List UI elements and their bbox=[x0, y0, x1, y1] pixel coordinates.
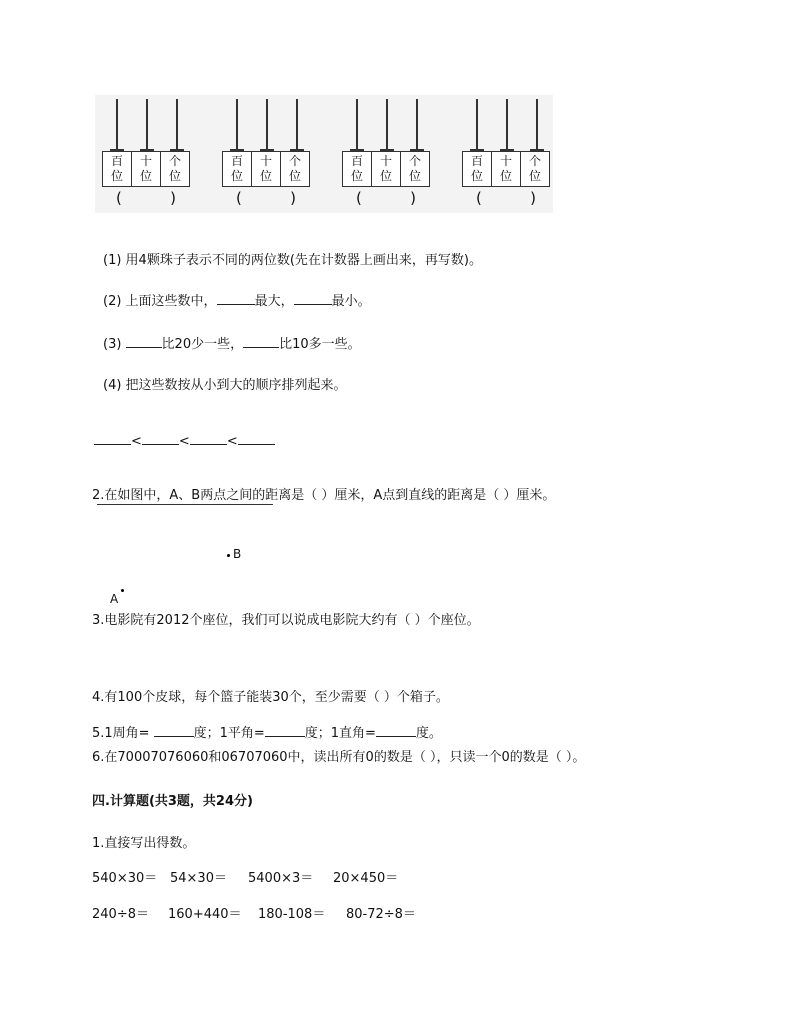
answer-blank[interactable] bbox=[94, 431, 131, 445]
place-tens: 十 位 bbox=[252, 152, 281, 186]
answer-blank[interactable] bbox=[294, 291, 332, 305]
counter-box bbox=[342, 151, 430, 187]
answer-parens: ( ) bbox=[236, 189, 296, 207]
rod-ones bbox=[536, 99, 538, 149]
less-than-sign: < bbox=[178, 434, 190, 449]
calc-row-2 bbox=[92, 903, 416, 922]
place-hundreds: 百 位 bbox=[223, 152, 252, 186]
rod-hundreds bbox=[116, 99, 118, 149]
q5-text bbox=[92, 722, 442, 741]
answer-blank[interactable] bbox=[154, 723, 194, 737]
answer-blank[interactable] bbox=[190, 431, 227, 445]
answer-blank[interactable] bbox=[238, 431, 275, 445]
q5-part3: 度；1直角= bbox=[304, 726, 376, 741]
place-tens: 十 位 bbox=[372, 152, 401, 186]
rod-hundreds bbox=[236, 99, 238, 149]
section-title: 四.计算题(共3题，共24分) bbox=[92, 794, 253, 809]
q1-sub2-end: 最小。 bbox=[331, 294, 371, 309]
calc-item: 5400×3＝ bbox=[248, 871, 314, 886]
q1-sub2-mid: 最大， bbox=[254, 294, 294, 309]
q2-text: 2.在如图中，A、B两点之间的距离是（ ）厘米，A点到直线的距离是（ ）厘米。 bbox=[92, 488, 556, 503]
calc-item: 180-108＝ bbox=[258, 907, 326, 922]
q3-text: 3.电影院有2012个座位，我们可以说成电影院大约有（ ）个座位。 bbox=[92, 613, 480, 628]
abacus-1 bbox=[98, 95, 188, 213]
answer-blank[interactable] bbox=[243, 334, 279, 348]
point-a-dot bbox=[121, 589, 124, 592]
place-tens: 十 位 bbox=[492, 152, 521, 186]
q6-text: 6.在70007076060和06707060中，读出所有0的数是（ ），只读一个0的数是（ ）。 bbox=[92, 750, 586, 765]
place-ones: 个 位 bbox=[288, 154, 301, 183]
calc-item: 20×450＝ bbox=[333, 871, 399, 886]
order-row bbox=[94, 431, 275, 449]
q1-sub3 bbox=[103, 333, 361, 352]
q4-text: 4.有100个皮球，每个篮子能装30个，至少需要（ ）个箱子。 bbox=[92, 690, 449, 705]
q1-sub2 bbox=[103, 290, 371, 309]
answer-blank[interactable] bbox=[376, 723, 416, 737]
answer-blank[interactable] bbox=[217, 291, 255, 305]
rod-tens bbox=[386, 99, 388, 149]
abacus-4 bbox=[458, 95, 548, 213]
abacus-2 bbox=[218, 95, 308, 213]
calc-item: 160+440＝ bbox=[168, 907, 242, 922]
answer-blank[interactable] bbox=[265, 723, 305, 737]
section-q1-title: 1.直接写出得数。 bbox=[92, 836, 196, 851]
q1-sub3-mid: 比20少一些， bbox=[161, 337, 244, 352]
calc-item: 240÷8＝ bbox=[92, 907, 149, 922]
answer-blank[interactable] bbox=[142, 431, 179, 445]
rod-tens bbox=[506, 99, 508, 149]
answer-parens: ( ) bbox=[356, 189, 416, 207]
less-than-sign: < bbox=[226, 434, 238, 449]
place-ones: 个 位 bbox=[168, 154, 181, 183]
place-hundreds: 百 位 bbox=[463, 152, 492, 186]
straight-line bbox=[97, 504, 273, 505]
calc-row-1 bbox=[92, 867, 398, 886]
place-hundreds: 百 位 bbox=[103, 152, 132, 186]
calc-item: 80-72÷8＝ bbox=[346, 907, 416, 922]
calc-item: 540×30＝ bbox=[92, 871, 158, 886]
q5-part1: 5.1周角= bbox=[92, 726, 150, 741]
place-ones: 个 位 bbox=[528, 154, 541, 183]
rod-hundreds bbox=[476, 99, 478, 149]
point-b-dot bbox=[227, 554, 230, 557]
place-hundreds: 百 位 bbox=[343, 152, 372, 186]
abacus-3 bbox=[338, 95, 428, 213]
q1-sub4: (4) 把这些数按从小到大的顺序排列起来。 bbox=[103, 378, 347, 393]
rod-ones bbox=[176, 99, 178, 149]
q1-sub3-end: 比10多一些。 bbox=[279, 337, 361, 352]
counter-box bbox=[222, 151, 310, 187]
q1-sub1: (1) 用4颗珠子表示不同的两位数(先在计数器上画出来，再写数)。 bbox=[103, 253, 482, 268]
point-b-label: B bbox=[233, 547, 242, 561]
counter-box bbox=[102, 151, 190, 187]
rod-tens bbox=[266, 99, 268, 149]
q1-sub2-prefix: (2) 上面这些数中， bbox=[103, 294, 217, 309]
place-tens: 十 位 bbox=[132, 152, 161, 186]
q5-part2: 度；1平角= bbox=[193, 726, 265, 741]
rod-ones bbox=[416, 99, 418, 149]
counter-box bbox=[462, 151, 550, 187]
rod-ones bbox=[296, 99, 298, 149]
answer-parens: ( ) bbox=[116, 189, 176, 207]
rod-hundreds bbox=[356, 99, 358, 149]
answer-parens: ( ) bbox=[476, 189, 536, 207]
point-a-label: A bbox=[110, 592, 119, 606]
abacus-figure bbox=[95, 95, 553, 213]
calc-item: 54×30＝ bbox=[170, 871, 227, 886]
place-ones: 个 位 bbox=[408, 154, 421, 183]
rod-tens bbox=[146, 99, 148, 149]
q1-sub3-prefix: (3) bbox=[103, 337, 126, 352]
q5-part4: 度。 bbox=[415, 726, 442, 741]
answer-blank[interactable] bbox=[126, 334, 162, 348]
less-than-sign: < bbox=[131, 434, 142, 449]
